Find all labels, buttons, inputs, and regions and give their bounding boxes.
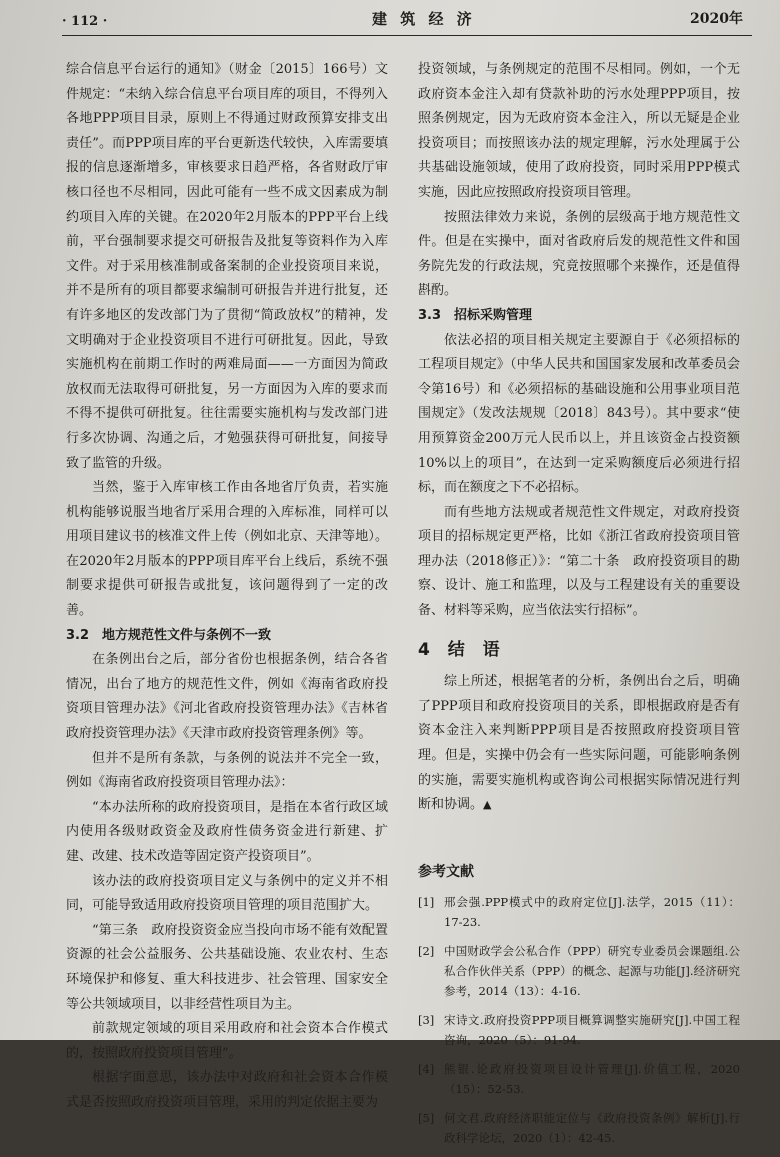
paragraph: 综合信息平台运行的通知》（财金〔2015〕166号）文件规定：“未纳入综合信息平台项目库的项目，不得列入各地PPP项目目录，原则上不得通过财政预算安排支出责任”。而PPP项目库的平台更新迭代较快，入库需要填报的信息逐渐增多，审核要求日趋严格，各省财政厅审核口径也不尽相同，因此可能有一些不成文因素成为制约项目入库的关键。在2020年2月版本的PPP平台上线前，平台强制要求提交可研报告及批复等资料作为入库文件。对于采用核准制或备案制的企业投资项目来说，并不是所有的项目都要求编制可研报告并进行批复，还有许多地区的发改部门为了贯彻“简政放权”的精神，发文明确对于企业投资项目不进行可研批复。因此，导致实施机构在前期工作时的两难局面——一方面因为简政放权而无法取得可研批复，另一方面因为入库的要求而不得不提供可研批复。往往需要实施机构与发改部门进行多次协调、沟通之后，才勉强获得可研批复，间接导致了监管的升级。 bbox=[66, 62, 388, 471]
reference-item bbox=[418, 1108, 740, 1148]
paragraph: 在条例出台之后，部分省份也根据条例，结合各省情况，出台了地方的规范性文件，例如《海南省政府投资项目管理办法》《河北省政府投资管理办法》《吉林省政府投资管理办法》《天津市政府投资管理条例》等。 bbox=[66, 652, 388, 742]
reference-text: 何文君.政府经济职能定位与《政府投资条例》解析[J].行政科学论坛，2020（1）：42-45. bbox=[444, 1111, 740, 1146]
paragraph: 而有些地方法规或者规范性文件规定，对政府投资项目的招标规定更严格，比如《浙江省政府投资项目管理办法（2018修正）》：“第二十条 政府投资项目的勘察、设计、施工和监理，以及与工程建设有关的重要设备、材料等采购，应当依法实行招标”。 bbox=[418, 504, 740, 619]
reference-item bbox=[418, 1059, 740, 1099]
section-heading-3-2: 3.2 地方规范性文件与条例不一致 bbox=[66, 627, 272, 643]
paragraph: 依法必招的项目相关规定主要源自于《必须招标的工程项目规定》（中华人民共和国国家发展和改革委员会令第16号）和《必须招标的基础设施和公用事业项目范围规定》（发改法规规〔2018〕843号）。其中要求“使用预算资金200万元人民币以上，并且该资金占投资额10%以上的项目”，在达到一定采购额度后必须进行招标，而在额度之下不必招标。 bbox=[418, 332, 740, 496]
reference-text: 熊银.论政府投资项目设计管理[J].价值工程，2020（15）：52-53. bbox=[444, 1062, 740, 1097]
right-column bbox=[418, 58, 740, 1157]
header-rule bbox=[62, 35, 752, 36]
paragraph: 该办法的政府投资项目定义与条例中的定义并不相同，可能导致适用政府投资项目管理的项目范围扩大。 bbox=[66, 873, 388, 914]
reference-text: 邢会强.PPP模式中的政府定位[J].法学，2015（11）：17-23. bbox=[444, 895, 740, 930]
references-title: 参考文献 bbox=[418, 863, 474, 880]
paragraph: 投资领域，与条例规定的范围不尽相同。例如，一个无政府资本金注入却有贷款补助的污水处理PPP项目，按照条例规定，因为无政府资本金注入，所以无疑是企业投资项目；而按照该办法的规定理解，污水处理属于公共基础设施领域，使用了政府投资，同时采用PPP模式实施，因此应按照政府投资项目管理。 bbox=[418, 62, 740, 200]
reference-number: [4] bbox=[418, 1062, 435, 1077]
quoted-paragraph: “本办法所称的政府投资项目，是指在本省行政区域内使用各级财政资金及政府性债务资金进行新建、扩建、改建、技术改造等固定资产投资项目”。 bbox=[66, 799, 388, 864]
conclusion-text: 综上所述，根据笔者的分析，条例出台之后，明确了PPP项目和政府投资项目的关系，即根据政府是否有资本金注入来判断PPP项目是否按照政府投资项目管理。但是，实操中仍会有一些实际问题，可能影响条例的实施，需要实施机构或咨询公司根据实际情况进行判断和协调。 bbox=[418, 674, 740, 813]
paragraph: 按照法律效力来说，条例的层级高于地方规范性文件。但是在实操中，面对省政府后发的规范性文件和国务院先发的行政法规，究竟按照哪个来操作，还是值得斟酌。 bbox=[418, 209, 740, 299]
paragraph: 但并不是所有条款，与条例的说法并不完全一致，例如《海南省政府投资项目管理办法》： bbox=[66, 750, 388, 791]
end-mark-icon: ▲ bbox=[483, 798, 492, 812]
section-heading-4: 4 结 语 bbox=[418, 639, 506, 660]
paragraph: 当然，鉴于入库审核工作由各地省厅负责，若实施机构能够说服当地省厅采用合理的入库标准，同样可以用项目建议书的核准文件上传（例如北京、天津等地）。在2020年2月版本的PPP项目库平台上线后，系统不强制要求提供可研报告或批复，该问题得到了一定的改善。 bbox=[66, 480, 388, 619]
reference-number: [3] bbox=[418, 1013, 435, 1028]
reference-item bbox=[418, 892, 740, 932]
reference-text: 中国财政学会公私合作（PPP）研究专业委员会课题组.公私合作伙伴关系（PPP）的概念、起源与功能[J].经济研究参考，2014（13）：4-16. bbox=[444, 944, 740, 999]
reference-number: [5] bbox=[418, 1111, 435, 1126]
journal-title: 建 筑 经 济 bbox=[372, 10, 476, 28]
reference-item bbox=[418, 1010, 740, 1050]
conclusion-paragraph bbox=[418, 670, 740, 818]
page-number: · 112 · bbox=[62, 14, 108, 29]
left-column bbox=[66, 58, 388, 1116]
quoted-paragraph: “第三条 政府投资资金应当投向市场不能有效配置资源的社会公益服务、公共基础设施、农业农村、生态环境保护和修复、重大科技进步、社会管理、国家安全等公共领域项目，以非经营性项目为主。 bbox=[66, 922, 388, 1012]
quoted-paragraph: 前款规定领域的项目采用政府和社会资本合作模式的，按照政府投资项目管理”。 bbox=[66, 1021, 388, 1061]
paragraph: 根据字面意思，该办法中对政府和社会资本合作模式是否按照政府投资项目管理，采用的判定依据主要为 bbox=[66, 1070, 388, 1110]
reference-number: [1] bbox=[418, 895, 435, 910]
reference-number: [2] bbox=[418, 944, 435, 959]
page-header bbox=[0, 0, 780, 42]
reference-item bbox=[418, 941, 740, 1001]
section-heading-3-3: 3.3 招标采购管理 bbox=[418, 307, 533, 323]
journal-year: 2020年 bbox=[690, 11, 743, 27]
reference-text: 宋诗文.政府投资PPP项目概算调整实施研究[J].中国工程咨询，2020（5）：91-94. bbox=[444, 1013, 740, 1048]
